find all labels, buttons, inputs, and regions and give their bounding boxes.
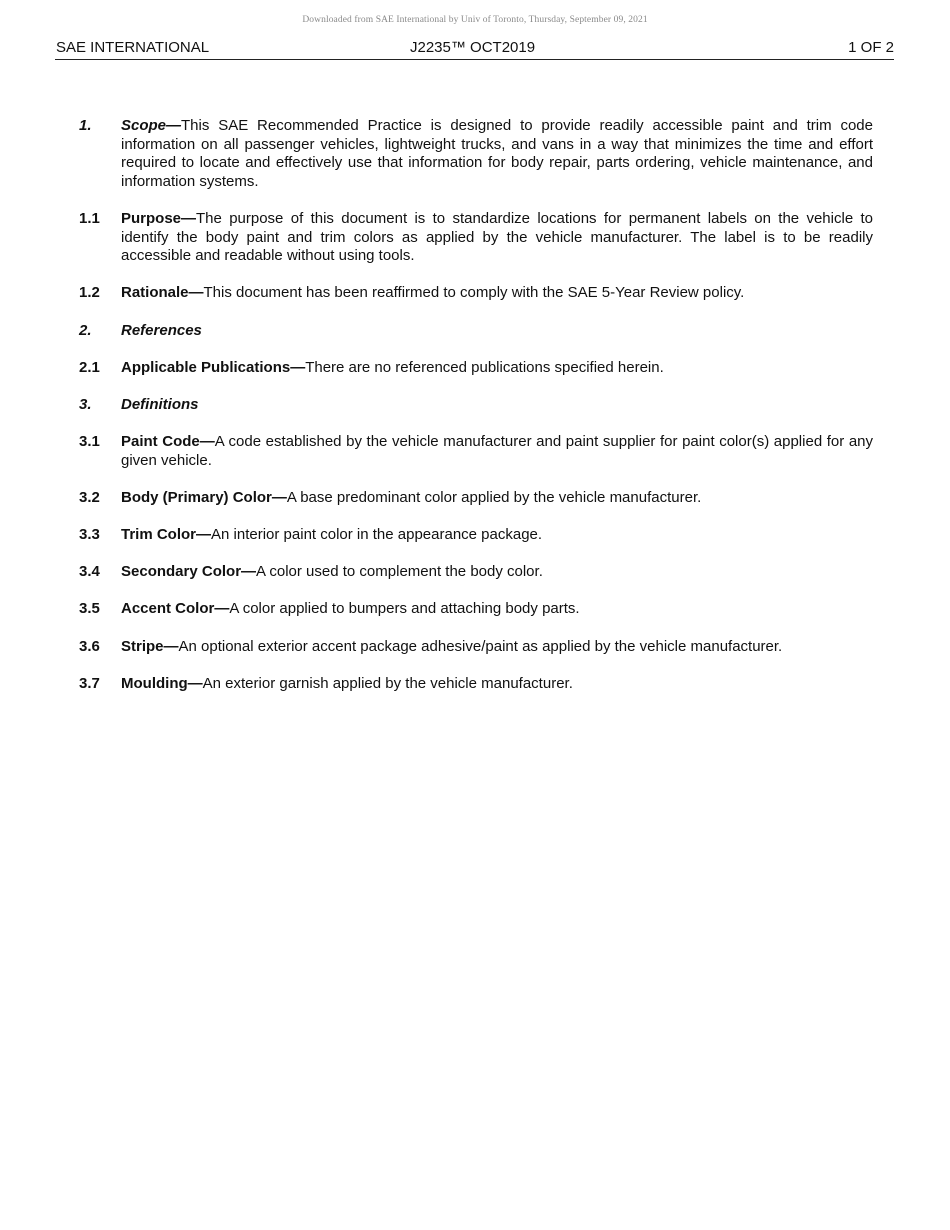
section-text: This document has been reaffirmed to comply with the SAE 5-Year Review policy. [203,284,745,302]
section-text: An exterior garnish applied by the vehicle manufacturer. [202,674,573,692]
section-number: 2.1 [79,358,100,376]
section-body [121,489,873,508]
header-organization: SAE INTERNATIONAL [56,39,210,56]
section-number: 3. [79,395,92,413]
section-definitions [79,396,873,415]
section-number: 1.1 [79,209,100,227]
section-body [121,638,873,657]
section-moulding [79,675,873,694]
section-text: A color used to complement the body color. [256,563,543,581]
document-body [79,117,873,712]
section-term: Trim Color— [121,526,212,544]
section-number: 3.4 [79,563,100,581]
section-term: Purpose— [121,209,197,227]
section-accent-color [79,600,873,619]
section-text: A code established by the vehicle manufacturer and paint supplier for paint color(s) applied for any given vehicle. [121,433,874,469]
section-number: 3.6 [79,637,100,655]
section-heading: References [121,321,202,339]
section-term: Accent Color— [121,600,230,618]
section-body [121,526,873,545]
section-term: Applicable Publications— [121,358,306,376]
section-paint-code [79,433,873,470]
section-body [121,433,873,470]
section-number: 3.5 [79,600,100,618]
section-heading: Definitions [121,395,199,413]
section-number: 1. [79,117,92,134]
section-term: Scope— [121,117,182,134]
section-term: Paint Code— [121,433,215,451]
section-number: 3.3 [79,526,100,544]
section-references [79,322,873,341]
section-body-color [79,489,873,508]
section-number: 3.2 [79,488,100,506]
section-trim-color [79,526,873,545]
header-page-number: 1 OF 2 [848,39,894,56]
section-purpose [79,210,873,266]
section-rationale [79,284,873,303]
section-number: 2. [79,321,92,339]
section-secondary-color [79,563,873,582]
section-body [121,600,873,619]
section-body [121,210,873,266]
page-header [55,39,894,60]
section-body [121,117,873,191]
section-text: A color applied to bumpers and attaching body parts. [229,600,580,618]
section-number: 1.2 [79,284,100,302]
section-scope [79,117,873,191]
section-stripe [79,638,873,657]
header-document-id: J2235™ OCT2019 [410,39,536,56]
section-term: Body (Primary) Color— [121,488,287,506]
section-applicable-publications [79,359,873,378]
section-body [121,359,873,378]
section-number: 3.1 [79,433,100,451]
section-body [121,675,873,694]
section-term: Secondary Color— [121,563,257,581]
section-text: An optional exterior accent package adhesive/paint as applied by the vehicle manufacturer. [178,637,783,655]
section-text: An interior paint color in the appearance package. [211,526,543,544]
section-body [121,563,873,582]
section-term: Moulding— [121,674,203,692]
section-text: The purpose of this document is to standardize locations for permanent labels on the vehicle to identify the body paint and trim colors as applied by the vehicle manufacturer. The label is to be readily accessible and readable without using tools. [121,209,873,265]
section-text: This SAE Recommended Practice is designed to provide readily accessible paint and trim code information on all passenger vehicles, lightweight trucks, and vans in a way that minimizes the time and effort required to locate and effectively use that information for body repair, parts ordering, vehicle maintenance, and information systems. [121,117,873,190]
section-term: Rationale— [121,284,204,302]
section-number: 3.7 [79,674,100,692]
download-watermark: Downloaded from SAE International by Univ of Toronto, Thursday, September 09, 2021 [302,15,648,25]
section-body [121,284,873,303]
section-text: A base predominant color applied by the vehicle manufacturer. [286,488,702,506]
section-text: There are no referenced publications specified herein. [305,358,664,376]
section-term: Stripe— [121,637,179,655]
